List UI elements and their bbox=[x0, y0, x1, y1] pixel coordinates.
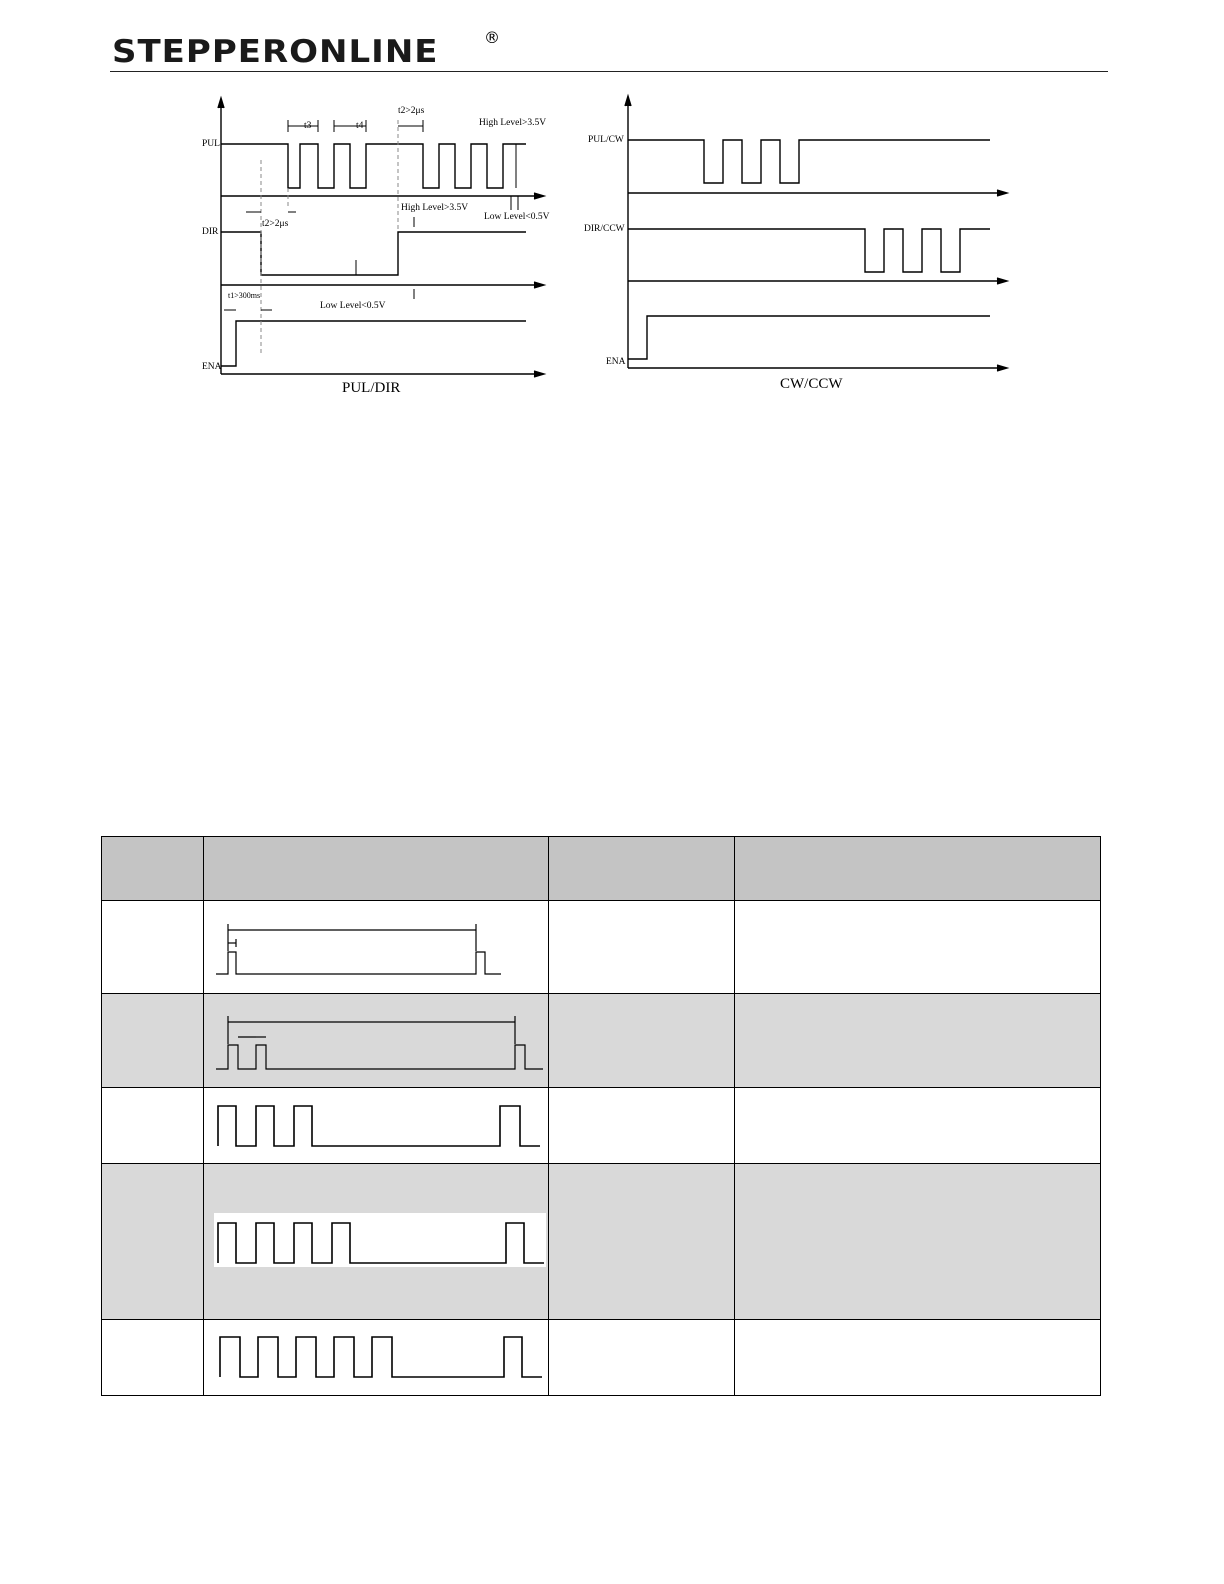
waveform-quad-pulse bbox=[214, 1213, 546, 1267]
brand-logo: STEPPERONLINE bbox=[112, 33, 439, 71]
pul-low-level-label: Low Level<0.5V bbox=[484, 212, 550, 222]
header-divider bbox=[110, 71, 1108, 72]
dir-signal-label: DIR bbox=[202, 227, 219, 237]
table-border-right bbox=[1100, 836, 1101, 1396]
registered-mark: ® bbox=[484, 28, 500, 47]
ena-signal-label: ENA bbox=[202, 362, 222, 372]
t2-dir-label: t2>2μs bbox=[262, 219, 289, 229]
pul-dir-timing-diagram bbox=[196, 92, 558, 398]
table-border-left bbox=[101, 836, 102, 1396]
t2-top-label: t2>2μs bbox=[398, 106, 425, 116]
page-header bbox=[110, 28, 1108, 74]
waveform-triple-pulse bbox=[204, 1088, 548, 1163]
dir-ccw-signal-label: DIR/CCW bbox=[584, 224, 625, 234]
waveform-five-pulse bbox=[204, 1320, 548, 1395]
table-rule bbox=[101, 1163, 1101, 1164]
t3-label: t3 bbox=[304, 121, 312, 131]
waveform-single-pulse bbox=[204, 901, 548, 993]
dir-high-level-label: High Level>3.5V bbox=[401, 203, 469, 213]
pul-cw-signal-label: PUL/CW bbox=[588, 135, 624, 145]
table-column-rule bbox=[734, 836, 735, 1396]
pul-dir-caption: PUL/DIR bbox=[342, 380, 401, 396]
t4-label: t4 bbox=[356, 121, 364, 131]
table-column-rule bbox=[548, 836, 549, 1396]
cw-ccw-caption: CW/CCW bbox=[780, 376, 843, 392]
t1-label: t1>300ms bbox=[228, 291, 261, 300]
pul-high-level-label: High Level>3.5V bbox=[479, 118, 547, 128]
table-border-top bbox=[101, 836, 1101, 837]
cw-ccw-timing-diagram bbox=[584, 92, 1014, 398]
waveform-double-pulse bbox=[204, 994, 548, 1087]
dir-low-level-label: Low Level<0.5V bbox=[320, 301, 386, 311]
pul-signal-label: PUL bbox=[202, 139, 220, 149]
ena-cw-signal-label: ENA bbox=[606, 357, 626, 367]
table-border-bottom bbox=[101, 1395, 1101, 1396]
table-header-row bbox=[101, 837, 1101, 900]
